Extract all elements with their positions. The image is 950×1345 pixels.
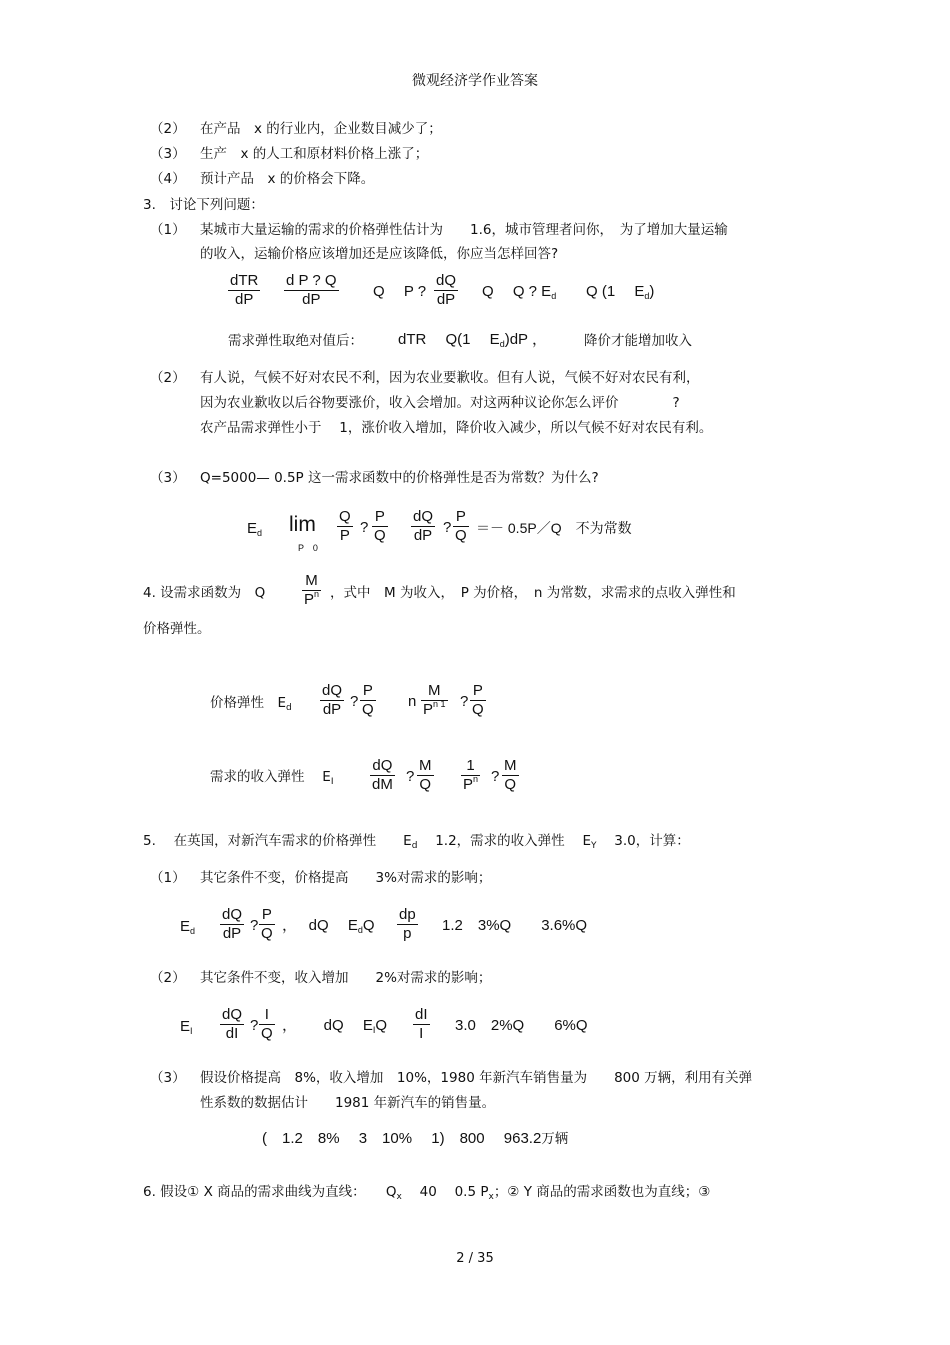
operator: ?: [491, 768, 500, 785]
item-number: （4）: [150, 171, 186, 187]
numerator: dI: [415, 1006, 428, 1023]
denominator: dP: [413, 527, 433, 544]
fraction: [320, 682, 344, 719]
denominator: Q: [419, 776, 432, 793]
question-text: 5. 在英国，对新汽车需求的价格弹性 $E_d$ 1.2，需求的收入弹性 $E_Y$ 3.0，计算：: [143, 833, 690, 851]
operator: ?: [406, 768, 415, 785]
fraction: [434, 272, 458, 309]
fraction: [461, 757, 480, 795]
numerator: d P ? Q: [286, 272, 337, 289]
denominator: dI: [225, 1025, 239, 1042]
numerator: dQ: [436, 272, 457, 289]
numerator: P: [360, 682, 376, 701]
item-number: （3）: [150, 146, 186, 162]
denominator: Q: [261, 1025, 273, 1042]
item-text: Q=5000— 0.5P 这一需求函数中的价格弹性是否为常数？为什么?: [200, 470, 599, 486]
item-number: （3）: [150, 470, 186, 486]
denominator: dM: [372, 776, 393, 793]
numerator: P: [259, 906, 275, 925]
equation-text: $E_I$: [180, 1018, 193, 1036]
fraction: [417, 757, 434, 794]
item-text: 因为农业歉收以后谷物要涨价，收入会增加。对这两种议论你怎么评价 ?: [200, 395, 680, 411]
item-text: 假设价格提高 8%，收入增加 10%，1980 年新汽车销售量为 800 万辆，利用有关弹: [200, 1070, 753, 1086]
limit-subscript: P 0: [298, 543, 318, 553]
answer-label: 价格弹性 $E_d$: [210, 695, 292, 713]
fraction: [370, 757, 395, 794]
operator: ?: [350, 693, 359, 710]
item-text: 某城市大量运输的需求的价格弹性估计为 1.6，城市管理者问你， 为了增加大量运输: [200, 222, 728, 238]
equation-text: ＝－ 0.5P／Q 不为常数: [476, 520, 632, 536]
denominator: Q: [455, 527, 467, 544]
numerator: M: [421, 682, 448, 701]
equation-text: 3.0 2%Q 6%Q: [440, 1017, 588, 1034]
fraction: [337, 508, 353, 545]
operator: ?: [250, 1017, 259, 1034]
item-text: 其它条件不变，价格提高 3%对需求的影响；: [200, 870, 492, 886]
equation-text: $E_d$: [247, 520, 263, 538]
item-number: （1）: [150, 870, 186, 886]
item-number: （3）: [150, 1070, 186, 1086]
question-title: 3. 讨论下列问题：: [143, 197, 264, 213]
denominator: dP: [222, 925, 242, 942]
denominator: Q: [472, 701, 484, 718]
equation-text: ， dQ $E_IQ$: [282, 1017, 388, 1035]
fraction: [453, 508, 469, 545]
numerator: P: [470, 682, 486, 701]
question-text: 价格弹性。: [143, 621, 211, 637]
fraction: [502, 757, 519, 794]
item-text: 的收入，运输价格应该增加还是应该降低，你应当怎样回答?: [200, 246, 559, 262]
numerator: Q: [339, 508, 351, 525]
denominator: Q: [362, 701, 374, 718]
item-text: 预计产品 x 的价格会下降。: [200, 171, 375, 187]
fraction: [421, 682, 448, 720]
numerator: M: [302, 572, 321, 591]
question-text: ，式中 M 为收入， P 为价格， n 为常数，求需求的点收入弹性和: [330, 585, 736, 601]
fraction: [284, 272, 339, 309]
numerator: I: [259, 1006, 275, 1025]
answer-label: 需求的收入弹性 $E_I$: [210, 769, 334, 787]
numerator: dQ: [413, 508, 434, 525]
item-text: 性系数的数据估计 1981 年新汽车的销售量。: [200, 1095, 496, 1111]
numerator: dQ: [222, 1006, 243, 1023]
answer-text: 降价才能增加收入: [584, 333, 692, 349]
numerator: P: [372, 508, 388, 527]
equation-text: Q (1 $E_d$): [586, 283, 655, 301]
equation-text: ， dQ $E_dQ$: [282, 917, 375, 935]
fraction: [360, 682, 376, 719]
equation-text: Q P ?: [373, 283, 427, 300]
numerator: dQ: [222, 906, 243, 923]
answer-text: 农产品需求弹性小于 1，涨价收入增加，降价收入减少，所以气候不好对农民有利。: [200, 420, 713, 436]
denominator: $P^{n 1}$: [423, 699, 446, 718]
fraction: [259, 906, 275, 943]
operator: ?: [360, 519, 369, 536]
fraction: [411, 508, 435, 545]
question-text: 4. 设需求函数为 Q: [143, 585, 266, 601]
item-text: 在产品 x 的行业内，企业数目减少了；: [200, 121, 442, 137]
numerator: M: [419, 757, 432, 774]
item-text: 有人说，气候不好对农民不利，因为农业要歉收。但有人说，气候不好对农民有利，: [200, 370, 700, 386]
equation-text: Q Q ? $E_d$: [482, 283, 557, 301]
equation-text: n: [408, 693, 417, 710]
denominator: P: [339, 527, 350, 544]
fraction: [259, 1006, 275, 1043]
operator: ?: [443, 519, 452, 536]
page-header: 微观经济学作业答案: [412, 73, 538, 89]
denominator: Q: [261, 925, 273, 942]
question-text: 6. 假设① X 商品的需求曲线为直线： $Q_x$ 40 0.5 $P_x$；② Y 商品的需求函数也为直线；③: [143, 1184, 711, 1202]
denominator: p: [403, 925, 412, 942]
fraction: [470, 682, 486, 719]
item-number: （2）: [150, 370, 186, 386]
denominator: dP: [234, 291, 254, 308]
equation-text: dTR Q(1 $E_d)dP$ ，: [398, 331, 547, 349]
equation-text: 1.2 3%Q 3.6%Q: [427, 917, 588, 934]
page-number: 2 / 35: [456, 1251, 494, 1266]
numerator: 1: [461, 757, 480, 776]
denominator: $P^n$: [304, 589, 320, 608]
numerator: dTR: [230, 272, 259, 289]
fraction: [220, 1006, 244, 1043]
numerator: M: [504, 757, 517, 774]
numerator: dQ: [322, 682, 343, 699]
item-text: 生产 x 的人工和原材料价格上涨了；: [200, 146, 429, 162]
operator: ?: [460, 693, 469, 710]
denominator: $P^n$: [463, 774, 479, 793]
denominator: Q: [374, 527, 386, 544]
denominator: Q: [504, 776, 517, 793]
equation-text: ( 1.2 8% 3 10% 1) 800 963.2万辆: [262, 1130, 569, 1147]
item-text: 其它条件不变，收入增加 2%对需求的影响；: [200, 970, 492, 986]
operator: ?: [250, 917, 259, 934]
fraction: [302, 572, 321, 610]
fraction: [220, 906, 244, 943]
item-number: （2）: [150, 121, 186, 137]
fraction: [372, 508, 388, 545]
numerator: dQ: [370, 757, 395, 776]
numerator: P: [453, 508, 469, 527]
fraction: [228, 272, 260, 309]
limit-symbol: lim: [289, 513, 316, 536]
denominator: dP: [436, 291, 456, 308]
denominator: dP: [302, 291, 321, 308]
numerator: dp: [399, 906, 416, 923]
fraction: [413, 1006, 430, 1043]
fraction: [397, 906, 418, 943]
item-number: （2）: [150, 970, 186, 986]
answer-label: 需求弹性取绝对值后：: [228, 333, 363, 349]
denominator: I: [419, 1025, 424, 1042]
item-number: （1）: [150, 222, 186, 238]
equation-text: $E_d$: [180, 918, 196, 936]
denominator: dP: [322, 701, 342, 718]
